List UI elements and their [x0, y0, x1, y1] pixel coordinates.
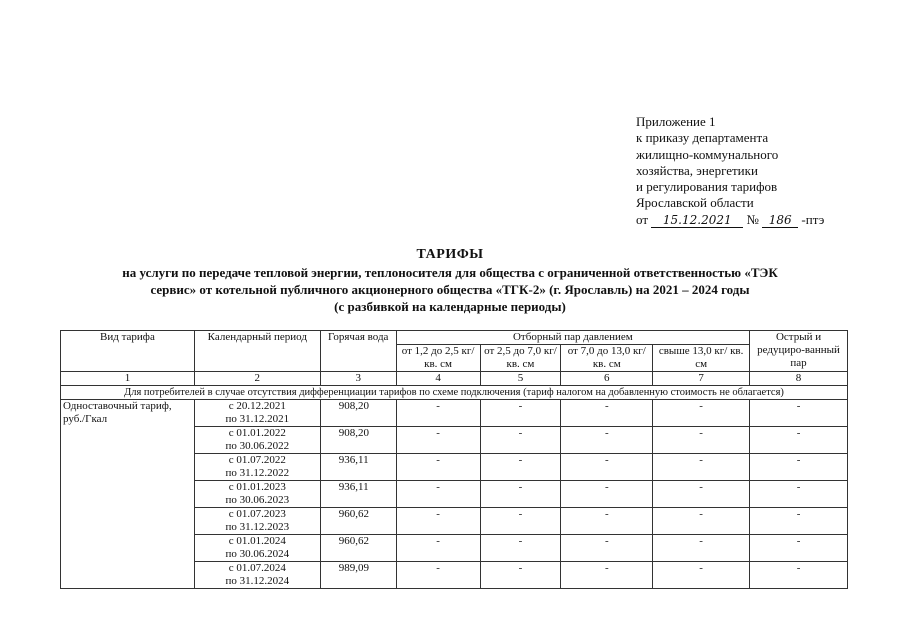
period-to: по 31.12.2024	[225, 575, 290, 587]
period-to: по 31.12.2021	[225, 413, 290, 425]
column-number: 2	[194, 372, 320, 386]
from-prefix: от	[636, 211, 649, 227]
appendix-line: хозяйства, энергетики	[636, 162, 758, 178]
dash-cell: -	[750, 535, 848, 562]
period-from: с 01.01.2024	[228, 535, 286, 547]
header-steam-col: от 1,2 до 2,5 кг/ кв. см	[396, 345, 480, 372]
hot-water-value: 908,20	[320, 427, 396, 454]
dash-cell: -	[396, 400, 480, 427]
dash-cell: -	[750, 454, 848, 481]
note-row	[61, 386, 848, 400]
hot-water-value: 960,62	[320, 535, 396, 562]
period-cell	[194, 400, 320, 427]
period-cell	[194, 427, 320, 454]
dash-cell: -	[750, 400, 848, 427]
period-from: с 01.07.2023	[228, 508, 286, 520]
appendix-line: жилищно-коммунального	[636, 146, 779, 162]
column-number: 8	[750, 372, 848, 386]
dash-cell: -	[396, 535, 480, 562]
period-from: с 01.01.2022	[228, 427, 286, 439]
appendix-line: к приказу департамента	[636, 130, 769, 146]
tariff-label: Одноставочный тариф, руб./Гкал	[61, 400, 195, 589]
dash-cell: -	[561, 508, 653, 535]
appendix-line: Ярославской области	[636, 195, 754, 211]
dash-cell: -	[750, 508, 848, 535]
dash-cell: -	[561, 454, 653, 481]
period-cell	[194, 562, 320, 589]
order-date: 15.12.2021	[651, 214, 743, 228]
number-sign: №	[746, 211, 759, 227]
header-tariff-type: Вид тарифа	[61, 331, 195, 372]
tariff-table	[60, 330, 848, 589]
dash-cell: -	[561, 535, 653, 562]
column-number: 6	[561, 372, 653, 386]
dash-cell: -	[653, 454, 750, 481]
period-to: по 30.06.2022	[225, 440, 290, 452]
period-from: с 01.07.2024	[228, 562, 286, 574]
header-period: Календарный период	[194, 331, 320, 372]
dash-cell: -	[561, 400, 653, 427]
dash-cell: -	[480, 508, 561, 535]
period-from: с 01.01.2023	[228, 481, 286, 493]
header-row	[61, 331, 848, 345]
hot-water-value: 960,62	[320, 508, 396, 535]
period-to: по 30.06.2024	[225, 548, 290, 560]
dash-cell: -	[396, 454, 480, 481]
period-to: по 31.12.2022	[225, 467, 290, 479]
period-cell	[194, 481, 320, 508]
order-number: 186	[762, 214, 798, 228]
dash-cell: -	[396, 427, 480, 454]
header-steam-group: Отборный пар давлением	[396, 331, 749, 345]
title-line: сервис» от котельной публичного акционерного общества «ТГК-2» (г. Ярославль) на 2021 – 2024 годы	[150, 282, 750, 297]
title-heading: ТАРИФЫ	[416, 247, 484, 262]
order-reference	[636, 212, 901, 228]
dash-cell: -	[653, 508, 750, 535]
dash-cell: -	[396, 481, 480, 508]
dash-cell: -	[480, 454, 561, 481]
dash-cell: -	[561, 427, 653, 454]
appendix-line: Приложение 1	[636, 114, 716, 129]
period-from: с 01.07.2022	[228, 454, 286, 466]
title-line: (с разбивкой на календарные периоды)	[334, 299, 566, 314]
header-steam-col: от 7,0 до 13,0 кг/ кв. см	[561, 345, 653, 372]
header-steam-col: от 2,5 до 7,0 кг/ кв. см	[480, 345, 561, 372]
period-to: по 31.12.2023	[225, 521, 290, 533]
hot-water-value: 908,20	[320, 400, 396, 427]
dash-cell: -	[396, 562, 480, 589]
dash-cell: -	[396, 508, 480, 535]
appendix-line: и регулирования тарифов	[636, 179, 778, 195]
dash-cell: -	[653, 400, 750, 427]
table-note: Для потребителей в случае отсутствия дифференциации тарифов по схеме подключения (тариф налогом на добавленную стоимость не облагается)	[61, 386, 848, 400]
title-line: на услуги по передаче тепловой энергии, теплоносителя для общества с ограниченной ответственностью «ТЭК	[122, 265, 778, 280]
dash-cell: -	[480, 535, 561, 562]
order-suffix: -птэ	[801, 211, 825, 227]
column-number: 7	[653, 372, 750, 386]
dash-cell: -	[653, 535, 750, 562]
dash-cell: -	[653, 481, 750, 508]
period-from: с 20.12.2021	[228, 400, 286, 412]
dash-cell: -	[561, 481, 653, 508]
dash-cell: -	[750, 427, 848, 454]
dash-cell: -	[653, 427, 750, 454]
hot-water-value: 936,11	[320, 481, 396, 508]
hot-water-value: 936,11	[320, 454, 396, 481]
column-number-row	[61, 372, 848, 386]
dash-cell: -	[480, 400, 561, 427]
dash-cell: -	[750, 481, 848, 508]
period-to: по 30.06.2023	[225, 494, 290, 506]
dash-cell: -	[480, 427, 561, 454]
dash-cell: -	[561, 562, 653, 589]
header-sharp-steam: Острый и редуциро-ванный пар	[750, 331, 848, 372]
dash-cell: -	[750, 562, 848, 589]
period-cell	[194, 508, 320, 535]
dash-cell: -	[480, 481, 561, 508]
header-hot-water: Горячая вода	[320, 331, 396, 372]
document-title	[60, 246, 840, 315]
table-row	[61, 400, 848, 427]
column-number: 3	[320, 372, 396, 386]
column-number: 4	[396, 372, 480, 386]
column-number: 1	[61, 372, 195, 386]
appendix-block	[636, 114, 901, 228]
period-cell	[194, 535, 320, 562]
hot-water-value: 989,09	[320, 562, 396, 589]
dash-cell: -	[653, 562, 750, 589]
header-steam-col: свыше 13,0 кг/ кв. см	[653, 345, 750, 372]
dash-cell: -	[480, 562, 561, 589]
period-cell	[194, 454, 320, 481]
column-number: 5	[480, 372, 561, 386]
